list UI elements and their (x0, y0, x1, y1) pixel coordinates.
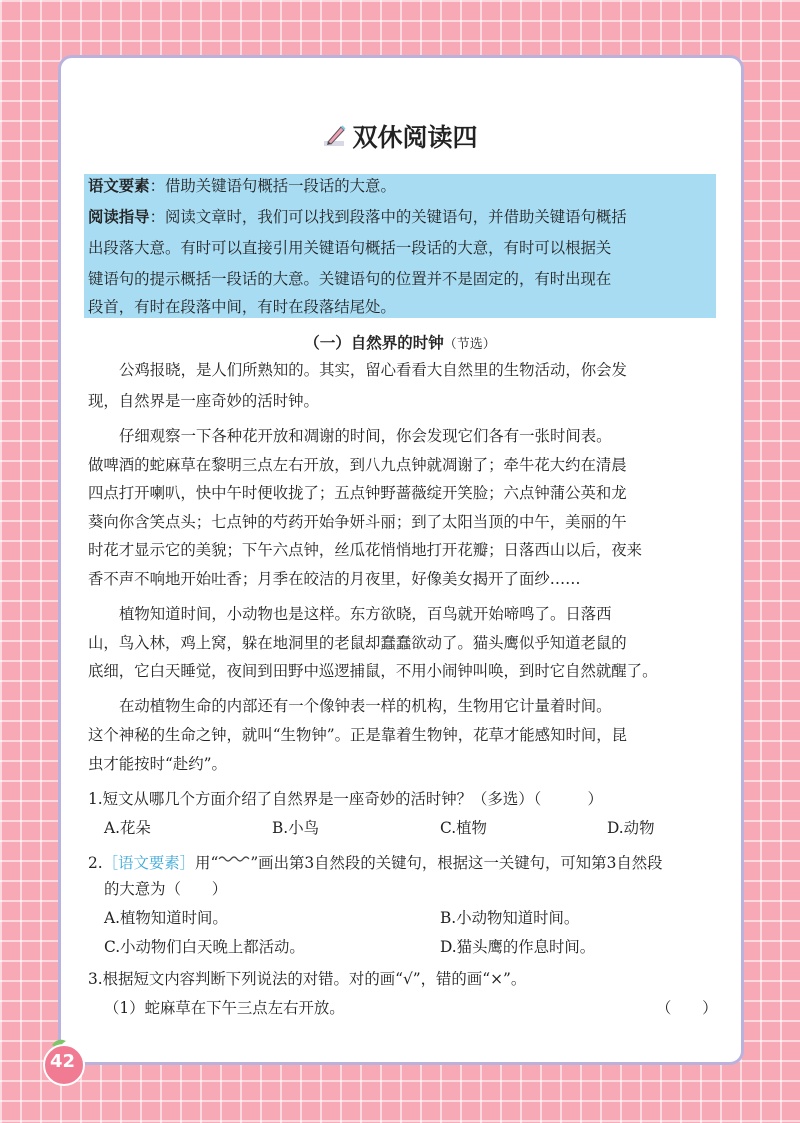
article-line: 在动植物生命的内部还有一个像钟表一样的机构，生物用它计量着时间。 (119, 697, 612, 715)
pencil-icon (322, 123, 348, 149)
q2-line-2: 的大意为（ ） (104, 880, 228, 898)
question-3: 3.根据短文内容判断下列说法的对错。对的画“√”，错的画“×”。 (88, 970, 527, 988)
article-line: 葵向你含笑点头；七点钟的芍药开始争妍斗丽；到了太阳当顶的中午，美丽的午 (88, 513, 627, 531)
article-line: 现，自然界是一座奇妙的活时钟。 (88, 392, 319, 410)
q2-option-b[interactable]: B.小动物知道时间。 (440, 909, 580, 927)
section-title (0, 331, 800, 353)
q1-option-c[interactable]: C.植物 (440, 819, 487, 837)
reading-line-1 (88, 210, 627, 225)
q2-option-d[interactable]: D.猫头鹰的作息时间。 (440, 938, 596, 956)
article-line: 公鸡报晓，是人们所熟知的。其实，留心看看大自然里的生物活动，你会发 (119, 361, 627, 379)
article-line: 香不声不响地开始吐香；月季在皎洁的月夜里，好像美女揭开了面纱…… (88, 570, 581, 588)
article-line: 做啤酒的蛇麻草在黎明三点左右开放，到八九点钟就凋谢了；牵牛花大约在清晨 (88, 456, 627, 474)
q2-option-c[interactable]: C.小动物们白天晚上都活动。 (104, 938, 305, 956)
title-text: 双休阅读四 (352, 123, 478, 152)
article-line: 这个神秘的生命之钟，就叫“生物钟”。正是靠着生物钟，花草才能感知时间，昆 (88, 726, 628, 744)
reading-line-2: 出段落大意。有时可以直接引用关键语句概括一段话的大意，有时可以根据关 (88, 239, 612, 257)
question-2: 2.［语文要素］用“ ”画出第3自然段的关键句，根据这一关键句，可知第3自然段 (88, 854, 663, 872)
section-title-text: （一）自然界的时钟 (304, 334, 444, 352)
reading-line-3: 键语句的提示概括一段话的大意。关键语句的位置并不是固定的，有时出现在 (88, 270, 612, 288)
q2-text-a: 用“ (195, 854, 219, 872)
q1-option-a[interactable]: A.花朵 (104, 819, 151, 837)
reading-line-4: 段首，有时在段落中间，有时在段落结尾处。 (88, 298, 396, 316)
section-subtitle: （节选） (443, 337, 496, 352)
article-line: 植物知道时间，小动物也是这样。东方欲晓，百鸟就开始啼鸣了。日落西 (119, 605, 612, 623)
q3-answer-bracket[interactable]: （ ） (656, 999, 718, 1017)
article-line: 仔细观察一下各种花开放和凋谢的时间，你会发现它们各有一张时间表。 (119, 427, 612, 445)
reading-label: 阅读指导 (88, 208, 150, 226)
element-line (88, 179, 396, 194)
q2-tag: ［语文要素］ (102, 854, 196, 872)
page-number-badge (36, 1033, 92, 1089)
article-line: 四点打开喇叭，快中午时便收拢了；五点钟野蔷薇绽开笑脸；六点钟蒲公英和龙 (88, 484, 627, 502)
question-1: 1.短文从哪几个方面介绍了自然界是一座奇妙的活时钟？（多选）（ ） (88, 790, 603, 808)
page-title (0, 118, 800, 154)
q1-option-d[interactable]: D.动物 (607, 819, 655, 837)
reading-text-1: ：阅读文章时，我们可以找到段落中的关键语句，并借助关键语句概括 (149, 208, 627, 226)
article-line: 底细，它白天睡觉，夜间到田野中巡逻捕鼠，不用小闹钟叫唤，到时它自然就醒了。 (88, 662, 658, 680)
element-text: ：借助关键语句概括一段话的大意。 (149, 177, 396, 195)
q2-option-a[interactable]: A.植物知道时间。 (104, 909, 228, 927)
wavy-line-icon (218, 854, 250, 864)
article-line: 时花才显示它的美貌；下午六点钟，丝瓜花悄悄地打开花瓣；日落西山以后，夜来 (88, 541, 643, 559)
q1-option-b[interactable]: B.小鸟 (272, 819, 319, 837)
q2-text-b: ”画出第3自然段的关键句，根据这一关键句，可知第3自然段 (250, 854, 663, 872)
q3-item-1: （1）蛇麻草在下午三点左右开放。 (104, 999, 345, 1017)
article-line: 虫才能按时“赴约”。 (88, 755, 227, 773)
page-number: 42 (50, 1051, 76, 1072)
element-label: 语文要素 (88, 177, 150, 195)
article-line: 山，鸟入林，鸡上窝，躲在地洞里的老鼠却蠢蠢欲动了。猫头鹰似乎知道老鼠的 (88, 634, 627, 652)
